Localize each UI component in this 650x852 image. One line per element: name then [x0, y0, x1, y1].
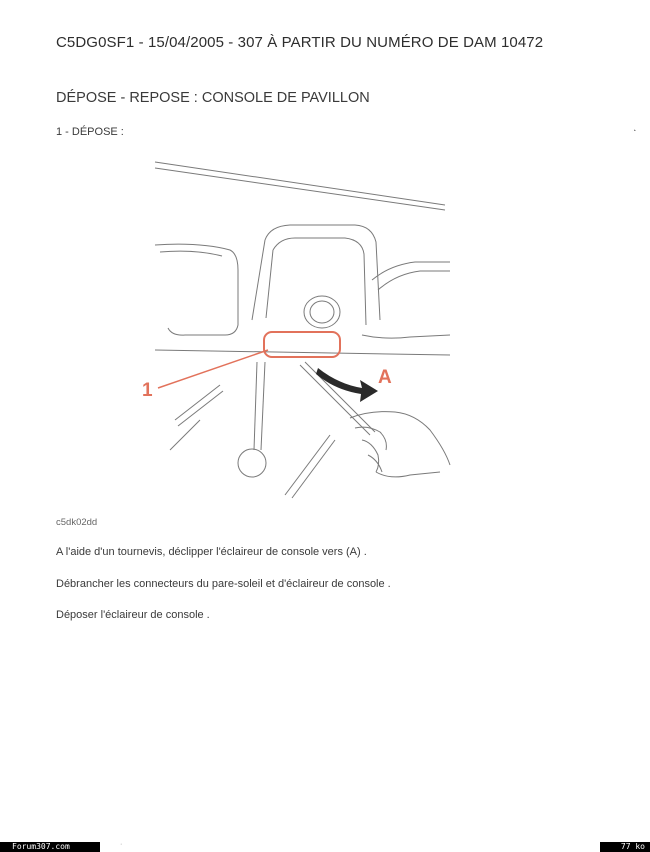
footer-dot: · — [120, 841, 123, 848]
instruction-paragraph: Débrancher les connecteurs du pare-soleil et d'éclaireur de console . — [56, 578, 391, 590]
footer-file-size: 77 ko — [600, 842, 650, 852]
technical-illustration — [140, 150, 460, 505]
direction-arrow — [316, 368, 378, 402]
document-header: C5DG0SF1 - 15/04/2005 - 307 À PARTIR DU NUMÉRO DE DAM 10472 — [56, 34, 544, 51]
footer-site-label: Forum307.com — [0, 842, 100, 852]
callout-label-a: A — [378, 367, 392, 388]
scan-artifact-mark: ◔ — [632, 128, 637, 135]
section-title: DÉPOSE - REPOSE : CONSOLE DE PAVILLON — [56, 90, 370, 106]
instruction-paragraph: Déposer l'éclaireur de console . — [56, 609, 210, 621]
illustration-line-art — [155, 162, 450, 498]
step-title: 1 - DÉPOSE : — [56, 126, 124, 138]
callout-label-1: 1 — [142, 380, 153, 401]
callout-leader-line — [158, 350, 268, 388]
figure-caption: c5dk02dd — [56, 517, 98, 528]
instruction-paragraph: A l'aide d'un tournevis, déclipper l'éclaireur de console vers (A) . — [56, 546, 367, 558]
